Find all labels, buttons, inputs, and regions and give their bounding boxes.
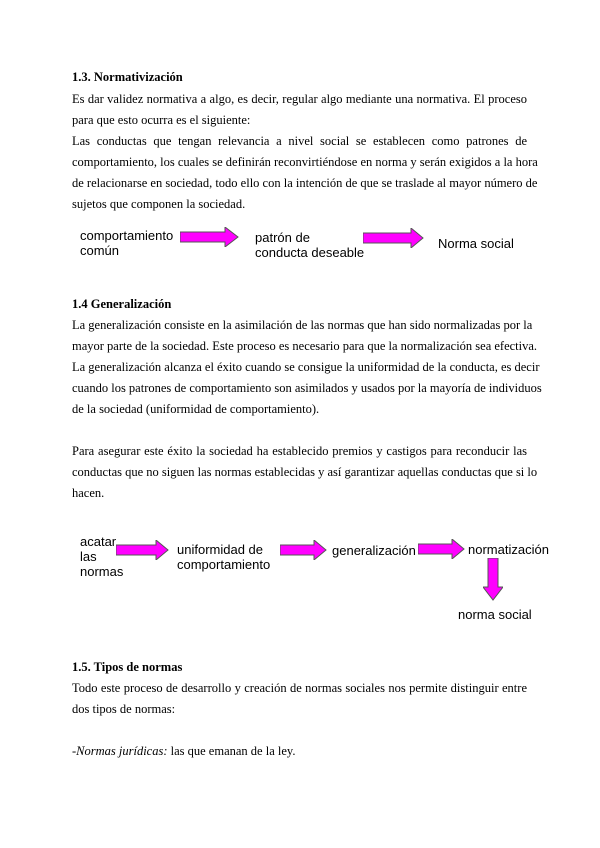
paragraph-line: Es dar validez normativa a algo, es decir, regular algo mediante una normativa. El proceso: [72, 92, 527, 106]
diagram1-node-patron: [255, 230, 364, 260]
diagram-label: patrón de: [255, 230, 310, 245]
diagram-label: las: [80, 549, 97, 564]
diagram1-node-comportamiento: [80, 228, 173, 258]
paragraph-line: conductas que no siguen las normas establecidas y así garantizar aquellas conductas que si lo: [72, 465, 538, 479]
diagram-label: uniformidad de: [177, 542, 263, 557]
paragraph-line: cuando los patrones de comportamiento son asimilados y usados por la mayoría de individuos: [72, 381, 542, 395]
list-item-prefix: -: [72, 744, 77, 758]
paragraph-line: mayor parte de la sociedad. Este proceso es necesario para que la normalización sea efectiva.: [72, 339, 538, 353]
paragraph-line: dos tipos de normas:: [72, 702, 176, 716]
diagram2-arrow-3: [418, 539, 466, 559]
diagram-label: comportamiento: [177, 557, 271, 572]
paragraph-line: La generalización alcanza el éxito cuando se consigue la uniformidad de la conducta, es decir: [72, 360, 540, 374]
diagram-label: acatar: [80, 534, 117, 549]
diagram1-arrow-2: [363, 228, 425, 248]
diagram2-node-normatizacion: normatización: [468, 542, 549, 557]
list-item-term: Normas jurídicas:: [76, 744, 168, 758]
diagram1-arrow-1: [180, 227, 240, 247]
list-item-text: las que emanan de la ley.: [167, 744, 296, 758]
paragraph-line: de relacionarse en sociedad, todo ello con la intención de que se traslade al mayor número de: [72, 176, 538, 190]
paragraph-line: comportamiento, los cuales se definirán reconvirtiéndose en norma y serán exigidos a la hora: [72, 155, 538, 169]
diagram2-node-uniformidad: [177, 542, 270, 572]
paragraph-line: de la sociedad (uniformidad de comportamiento).: [72, 402, 320, 416]
heading-generalizacion: 1.4 Generalización: [72, 297, 172, 311]
diagram2-arrow-1: [116, 540, 170, 560]
paragraph-line: Para asegurar este éxito la sociedad ha establecido premios y castigos para reconducir las: [72, 444, 527, 458]
paragraph-line: para que esto ocurra es el siguiente:: [72, 113, 251, 127]
diagram1-node-norma-social: Norma social: [438, 236, 514, 251]
list-item-normas-juridicas: [72, 744, 527, 759]
diagram-label: normas: [80, 564, 124, 579]
paragraph-line: La generalización consiste en la asimilación de las normas que han sido normalizadas por la: [72, 318, 533, 332]
diagram2-node-generalizacion: generalización: [332, 543, 416, 558]
diagram2-node-norma-social: norma social: [458, 607, 532, 622]
paragraph-line: Las conductas que tengan relevancia a nivel social se establecen como patrones de: [72, 134, 527, 148]
diagram-label: común: [80, 243, 120, 258]
paragraph-line: hacen.: [72, 486, 105, 500]
diagram2-arrow-down: [483, 558, 503, 602]
diagram-label: comportamiento: [80, 228, 174, 243]
diagram-label: conducta deseable: [255, 245, 365, 260]
heading-normativizacion: 1.3. Normativización: [72, 70, 183, 84]
heading-tipos-de-normas: 1.5. Tipos de normas: [72, 660, 183, 674]
diagram2-arrow-2: [280, 540, 328, 560]
paragraph-line: Todo este proceso de desarrollo y creación de normas sociales nos permite distinguir entre: [72, 681, 527, 695]
paragraph-line: sujetos que componen la sociedad.: [72, 197, 246, 211]
